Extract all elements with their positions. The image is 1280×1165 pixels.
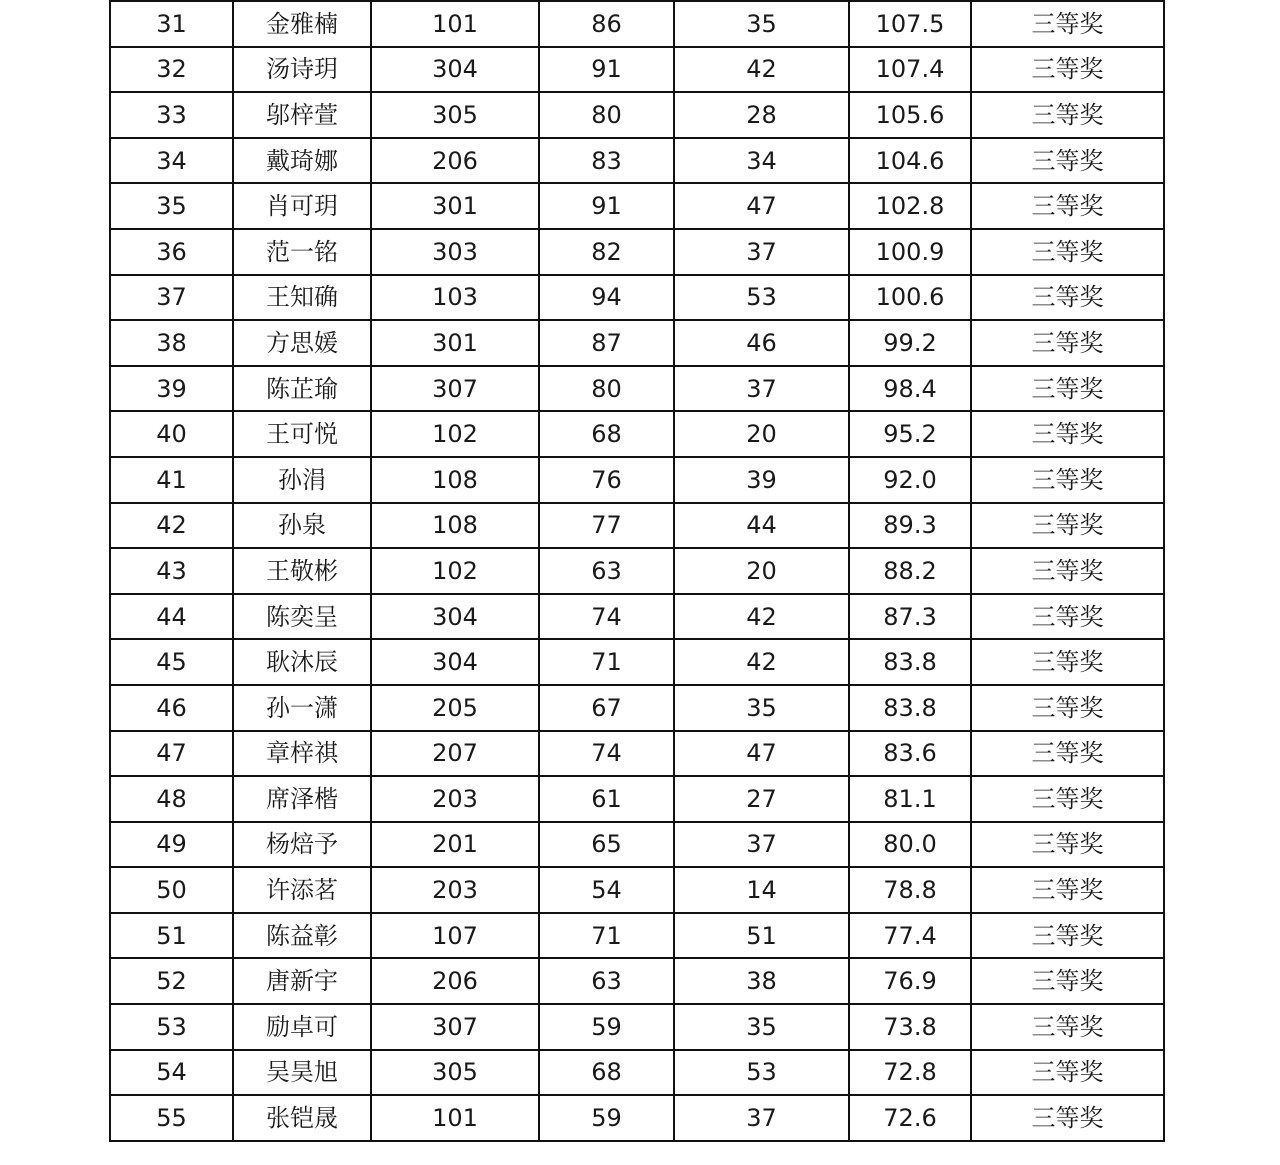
table-row	[110, 1095, 1164, 1141]
score2-cell: 53	[674, 275, 849, 321]
score2-cell: 39	[674, 457, 849, 503]
rank-cell: 33	[110, 92, 233, 138]
score1-cell: 59	[539, 1095, 674, 1141]
score2-cell: 47	[674, 731, 849, 777]
class-cell: 206	[371, 138, 539, 184]
score2-cell: 37	[674, 822, 849, 868]
rank-cell: 31	[110, 1, 233, 47]
table-row	[110, 1050, 1164, 1096]
score2-cell: 27	[674, 776, 849, 822]
name-cell: 王知确	[233, 275, 371, 321]
name-cell: 吴昊旭	[233, 1050, 371, 1096]
name-cell: 金雅楠	[233, 1, 371, 47]
rank-cell: 32	[110, 47, 233, 93]
name-cell: 邬梓萱	[233, 92, 371, 138]
class-cell: 301	[371, 320, 539, 366]
rank-cell: 36	[110, 229, 233, 275]
award-cell: 三等奖	[971, 183, 1164, 229]
table-row	[110, 822, 1164, 868]
total-cell: 73.8	[849, 1004, 971, 1050]
table-row	[110, 776, 1164, 822]
rank-cell: 50	[110, 867, 233, 913]
score1-cell: 74	[539, 594, 674, 640]
score2-cell: 35	[674, 685, 849, 731]
total-cell: 92.0	[849, 457, 971, 503]
name-cell: 陈芷瑜	[233, 366, 371, 412]
award-cell: 三等奖	[971, 1095, 1164, 1141]
award-cell: 三等奖	[971, 47, 1164, 93]
rank-cell: 44	[110, 594, 233, 640]
table-row	[110, 867, 1164, 913]
total-cell: 88.2	[849, 548, 971, 594]
table-row	[110, 685, 1164, 731]
table-row	[110, 1004, 1164, 1050]
class-cell: 305	[371, 92, 539, 138]
name-cell: 陈奕呈	[233, 594, 371, 640]
score2-cell: 37	[674, 229, 849, 275]
name-cell: 王可悦	[233, 411, 371, 457]
table-row	[110, 639, 1164, 685]
results-table	[109, 0, 1165, 1142]
name-cell: 章梓祺	[233, 731, 371, 777]
rank-cell: 48	[110, 776, 233, 822]
award-cell: 三等奖	[971, 457, 1164, 503]
score1-cell: 71	[539, 639, 674, 685]
rank-cell: 34	[110, 138, 233, 184]
score2-cell: 28	[674, 92, 849, 138]
award-cell: 三等奖	[971, 138, 1164, 184]
table-row	[110, 183, 1164, 229]
name-cell: 许添茗	[233, 867, 371, 913]
name-cell: 杨焙予	[233, 822, 371, 868]
score1-cell: 63	[539, 958, 674, 1004]
table-row	[110, 731, 1164, 777]
table-row	[110, 913, 1164, 959]
award-cell: 三等奖	[971, 320, 1164, 366]
score1-cell: 74	[539, 731, 674, 777]
rank-cell: 53	[110, 1004, 233, 1050]
table-row	[110, 366, 1164, 412]
total-cell: 107.5	[849, 1, 971, 47]
class-cell: 102	[371, 411, 539, 457]
score2-cell: 47	[674, 183, 849, 229]
score1-cell: 61	[539, 776, 674, 822]
score1-cell: 83	[539, 138, 674, 184]
score1-cell: 80	[539, 92, 674, 138]
score1-cell: 76	[539, 457, 674, 503]
class-cell: 107	[371, 913, 539, 959]
score2-cell: 53	[674, 1050, 849, 1096]
score1-cell: 77	[539, 503, 674, 549]
total-cell: 87.3	[849, 594, 971, 640]
name-cell: 孙涓	[233, 457, 371, 503]
award-cell: 三等奖	[971, 913, 1164, 959]
table-row	[110, 503, 1164, 549]
award-cell: 三等奖	[971, 731, 1164, 777]
name-cell: 肖可玥	[233, 183, 371, 229]
name-cell: 唐新宇	[233, 958, 371, 1004]
table-row	[110, 229, 1164, 275]
score2-cell: 51	[674, 913, 849, 959]
score2-cell: 34	[674, 138, 849, 184]
score2-cell: 14	[674, 867, 849, 913]
award-cell: 三等奖	[971, 685, 1164, 731]
name-cell: 席泽楷	[233, 776, 371, 822]
award-cell: 三等奖	[971, 548, 1164, 594]
score2-cell: 20	[674, 548, 849, 594]
score1-cell: 87	[539, 320, 674, 366]
total-cell: 99.2	[849, 320, 971, 366]
score2-cell: 35	[674, 1004, 849, 1050]
score2-cell: 42	[674, 47, 849, 93]
results-table-body	[110, 1, 1164, 1141]
score2-cell: 46	[674, 320, 849, 366]
class-cell: 307	[371, 1004, 539, 1050]
class-cell: 307	[371, 366, 539, 412]
award-cell: 三等奖	[971, 366, 1164, 412]
name-cell: 范一铭	[233, 229, 371, 275]
award-cell: 三等奖	[971, 1050, 1164, 1096]
score2-cell: 37	[674, 1095, 849, 1141]
rank-cell: 52	[110, 958, 233, 1004]
score1-cell: 59	[539, 1004, 674, 1050]
class-cell: 101	[371, 1, 539, 47]
class-cell: 103	[371, 275, 539, 321]
class-cell: 301	[371, 183, 539, 229]
award-cell: 三等奖	[971, 275, 1164, 321]
class-cell: 305	[371, 1050, 539, 1096]
rank-cell: 47	[110, 731, 233, 777]
class-cell: 304	[371, 639, 539, 685]
rank-cell: 39	[110, 366, 233, 412]
class-cell: 101	[371, 1095, 539, 1141]
table-row	[110, 138, 1164, 184]
class-cell: 203	[371, 776, 539, 822]
rank-cell: 41	[110, 457, 233, 503]
award-cell: 三等奖	[971, 92, 1164, 138]
table-row	[110, 411, 1164, 457]
name-cell: 孙一潇	[233, 685, 371, 731]
class-cell: 102	[371, 548, 539, 594]
class-cell: 206	[371, 958, 539, 1004]
score2-cell: 44	[674, 503, 849, 549]
total-cell: 100.9	[849, 229, 971, 275]
total-cell: 72.6	[849, 1095, 971, 1141]
name-cell: 孙泉	[233, 503, 371, 549]
award-cell: 三等奖	[971, 229, 1164, 275]
rank-cell: 35	[110, 183, 233, 229]
award-cell: 三等奖	[971, 1004, 1164, 1050]
total-cell: 83.6	[849, 731, 971, 777]
score1-cell: 71	[539, 913, 674, 959]
rank-cell: 51	[110, 913, 233, 959]
class-cell: 201	[371, 822, 539, 868]
total-cell: 89.3	[849, 503, 971, 549]
total-cell: 83.8	[849, 639, 971, 685]
name-cell: 汤诗玥	[233, 47, 371, 93]
rank-cell: 45	[110, 639, 233, 685]
class-cell: 304	[371, 47, 539, 93]
score1-cell: 91	[539, 47, 674, 93]
score1-cell: 67	[539, 685, 674, 731]
total-cell: 102.8	[849, 183, 971, 229]
rank-cell: 42	[110, 503, 233, 549]
score1-cell: 54	[539, 867, 674, 913]
table-row	[110, 457, 1164, 503]
score1-cell: 82	[539, 229, 674, 275]
rank-cell: 40	[110, 411, 233, 457]
name-cell: 励卓可	[233, 1004, 371, 1050]
total-cell: 78.8	[849, 867, 971, 913]
table-row	[110, 275, 1164, 321]
table-row	[110, 47, 1164, 93]
award-cell: 三等奖	[971, 776, 1164, 822]
rank-cell: 54	[110, 1050, 233, 1096]
class-cell: 205	[371, 685, 539, 731]
award-cell: 三等奖	[971, 594, 1164, 640]
class-cell: 108	[371, 503, 539, 549]
table-row	[110, 92, 1164, 138]
score2-cell: 35	[674, 1, 849, 47]
score2-cell: 20	[674, 411, 849, 457]
rank-cell: 37	[110, 275, 233, 321]
table-row	[110, 1, 1164, 47]
score2-cell: 42	[674, 639, 849, 685]
score1-cell: 68	[539, 1050, 674, 1096]
name-cell: 戴琦娜	[233, 138, 371, 184]
score1-cell: 63	[539, 548, 674, 594]
score1-cell: 94	[539, 275, 674, 321]
score1-cell: 91	[539, 183, 674, 229]
class-cell: 108	[371, 457, 539, 503]
class-cell: 203	[371, 867, 539, 913]
table-row	[110, 548, 1164, 594]
total-cell: 98.4	[849, 366, 971, 412]
award-cell: 三等奖	[971, 1, 1164, 47]
award-cell: 三等奖	[971, 822, 1164, 868]
total-cell: 104.6	[849, 138, 971, 184]
score2-cell: 42	[674, 594, 849, 640]
score2-cell: 37	[674, 366, 849, 412]
table-row	[110, 594, 1164, 640]
total-cell: 77.4	[849, 913, 971, 959]
award-cell: 三等奖	[971, 867, 1164, 913]
award-cell: 三等奖	[971, 503, 1164, 549]
total-cell: 95.2	[849, 411, 971, 457]
class-cell: 207	[371, 731, 539, 777]
total-cell: 81.1	[849, 776, 971, 822]
name-cell: 王敬彬	[233, 548, 371, 594]
name-cell: 陈益彰	[233, 913, 371, 959]
total-cell: 80.0	[849, 822, 971, 868]
total-cell: 105.6	[849, 92, 971, 138]
award-cell: 三等奖	[971, 411, 1164, 457]
name-cell: 方思媛	[233, 320, 371, 366]
class-cell: 303	[371, 229, 539, 275]
table-row	[110, 320, 1164, 366]
total-cell: 107.4	[849, 47, 971, 93]
name-cell: 张铠晟	[233, 1095, 371, 1141]
rank-cell: 43	[110, 548, 233, 594]
total-cell: 83.8	[849, 685, 971, 731]
score1-cell: 68	[539, 411, 674, 457]
award-cell: 三等奖	[971, 958, 1164, 1004]
score1-cell: 86	[539, 1, 674, 47]
rank-cell: 46	[110, 685, 233, 731]
rank-cell: 49	[110, 822, 233, 868]
total-cell: 100.6	[849, 275, 971, 321]
class-cell: 304	[371, 594, 539, 640]
rank-cell: 55	[110, 1095, 233, 1141]
table-row	[110, 958, 1164, 1004]
name-cell: 耿沐辰	[233, 639, 371, 685]
total-cell: 72.8	[849, 1050, 971, 1096]
score1-cell: 65	[539, 822, 674, 868]
total-cell: 76.9	[849, 958, 971, 1004]
score1-cell: 80	[539, 366, 674, 412]
award-cell: 三等奖	[971, 639, 1164, 685]
rank-cell: 38	[110, 320, 233, 366]
score2-cell: 38	[674, 958, 849, 1004]
